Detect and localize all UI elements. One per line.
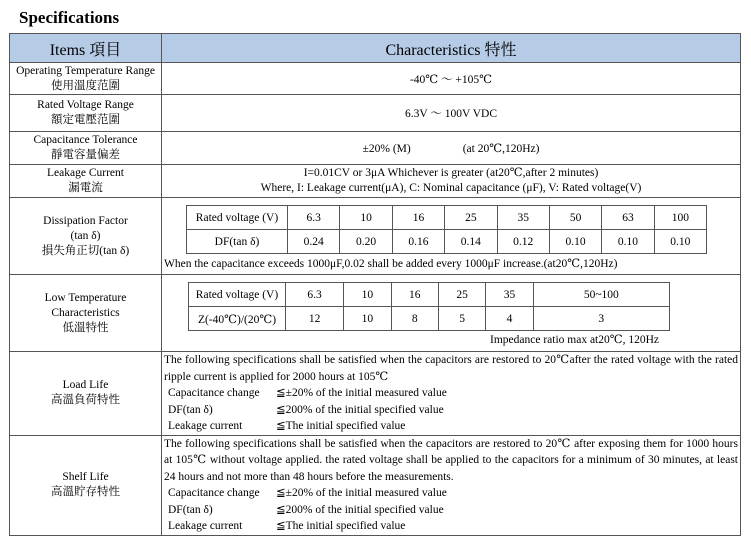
dissipation-table [186,205,707,254]
shelflife-criterion-name: Leakage current [168,520,243,532]
df-value-cell: 0.24 [288,230,340,254]
lt-value-cell: 8 [391,307,438,331]
df-voltage-cell: 100 [654,206,706,230]
lt-voltage-cell: 25 [438,283,485,307]
df-voltage-cell: 35 [497,206,549,230]
df-value-cell: 0.12 [497,230,549,254]
loadlife-criterion-name: DF(tan δ) [168,403,213,416]
capacitance-condition: (at 20℃,120Hz) [462,143,540,155]
rated-voltage-label-zh: 額定電壓范圍 [51,114,120,126]
lt-value-cell: 12 [286,307,344,331]
dissipation-label-en: Dissipation Factor [43,214,128,227]
leakage-label-zh: 漏電流 [68,182,103,194]
items-header: Items 項目 [10,34,162,63]
table-row [10,352,741,436]
leakage-definition: Where, I: Leakage current(μA), C: Nominal capacitance (μF), V: Rated voltage(V) [260,182,642,194]
dissipation-note: When the capacitance exceeds 1000μF,0.02 shall be added every 1000μF increase.(at20℃,120Hz) [164,258,618,270]
loadlife-criterion-value: ≦200% of the initial specified value [276,403,444,416]
df-value-cell: 0.10 [602,230,654,254]
df-value-cell: 0.10 [654,230,706,254]
lt-voltage-cell: 50~100 [533,283,669,307]
lt-value-cell: 4 [486,307,533,331]
shelflife-text: The following specifications shall be satisfied when the capacitors are restored to 20℃ after exposing them for 1000 hours at 105℃ without voltage applied. the rated voltage shall be applied to the capacitors for a minimum of 30 minutes, at least 24 hours and not more than 48 hours before the measurements. [164,437,738,483]
table-row [10,63,741,95]
loadlife-text: The following specifications shall be satisfied when the capacitors are restored to 20℃after the rated voltage with the rated ripple current is applied for 2000 hours at 105℃ [164,354,738,383]
df-value-cell: 0.20 [340,230,392,254]
dissipation-label-zh: 損失角正切(tan δ) [41,244,130,257]
loadlife-criterion-name: Capacitance change [168,387,260,399]
lt-value-cell: 5 [438,307,485,331]
leakage-formula: I=0.01CV or 3μA Whichever is greater (at20℃,after 2 minutes) [303,167,599,179]
shelflife-criterion-value: ≦200% of the initial specified value [276,503,444,516]
operating-temp-value: -40℃ ～ +105℃ [162,63,741,95]
df-value-header: DF(tan δ) [187,230,288,254]
rated-voltage-value: 6.3V ～ 100V VDC [162,95,741,132]
lt-voltage-header: Rated voltage (V) [189,283,286,307]
capacitance-label-en: Capacitance Tolerance [33,134,138,146]
lowtemp-note: Impedance ratio max at20℃, 120Hz [490,334,660,346]
loadlife-criterion-value: ≦±20% of the initial measured value [276,387,447,399]
lowtemp-label-en1: Low Temperature [44,291,127,304]
operating-temp-label-zh: 使用溫度范圍 [51,79,120,92]
loadlife-criterion-name: Leakage current [168,420,243,432]
loadlife-label-en: Load Life [62,379,109,392]
shelflife-criterion-value: ≦±20% of the initial measured value [276,487,447,499]
df-voltage-cell: 63 [602,206,654,230]
shelflife-label-en: Shelf Life [62,471,109,483]
characteristics-header: Characteristics 特性 [162,34,741,63]
lt-value-cell: 3 [533,307,669,331]
table-row [10,435,741,535]
lt-voltage-cell: 35 [486,283,533,307]
lt-voltage-cell: 10 [344,283,391,307]
loadlife-criterion-value: ≦The initial specified value [276,420,406,432]
df-voltage-cell: 50 [549,206,601,230]
lt-voltage-cell: 16 [391,283,438,307]
df-voltage-header: Rated voltage (V) [187,206,288,230]
shelflife-criterion [162,518,740,535]
loadlife-label-zh: 高溫負荷特性 [51,394,120,407]
lowtemp-label-zh: 低溫特性 [62,321,109,334]
df-voltage-cell: 25 [445,206,497,230]
df-voltage-cell: 6.3 [288,206,340,230]
lt-voltage-cell: 6.3 [286,283,344,307]
capacitance-label-zh: 靜電容量偏差 [51,149,120,161]
rated-voltage-label-en: Rated Voltage Range [37,99,134,111]
operating-temp-label-en: Operating Temperature Range [16,64,155,77]
table-row [10,165,741,198]
df-voltage-cell: 16 [392,206,444,230]
shelflife-criterion-name: Capacitance change [168,487,260,499]
df-value-cell: 0.14 [445,230,497,254]
loadlife-criterion [162,418,740,435]
table-row [10,198,741,275]
loadlife-criterion [162,385,740,402]
lt-value-header: Z(-40℃)/(20℃) [189,307,286,331]
lt-value-cell: 10 [344,307,391,331]
table-row [10,275,741,352]
shelflife-criterion [162,502,740,519]
loadlife-criterion [162,402,740,419]
dissipation-label-tan: (tan δ) [70,229,101,242]
df-value-cell: 0.10 [549,230,601,254]
shelflife-criterion-name: DF(tan δ) [168,503,213,516]
lowtemp-label-en2: Characteristics [51,306,120,319]
table-row [10,95,741,132]
table-row [10,132,741,165]
df-value-cell: 0.16 [392,230,444,254]
shelflife-criterion-value: ≦The initial specified value [276,520,406,532]
leakage-label-en: Leakage Current [47,167,124,179]
specifications-table [9,33,741,536]
capacitance-tolerance: ±20% (M) [362,143,411,155]
page-title: Specifications [19,8,120,27]
shelflife-label-zh: 高溫貯存特性 [51,486,120,498]
shelflife-criterion [162,485,740,502]
df-voltage-cell: 10 [340,206,392,230]
lowtemp-table [188,282,670,331]
